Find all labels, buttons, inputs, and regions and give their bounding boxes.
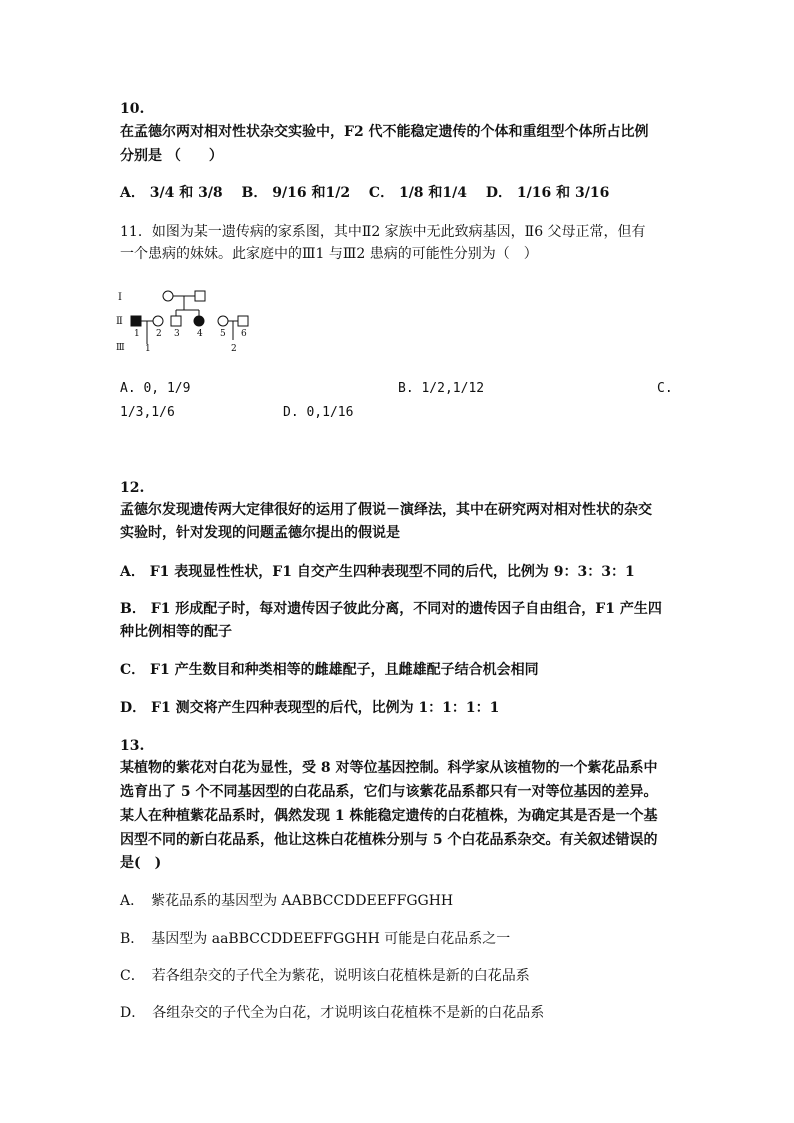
q13-stem-line-2: 选育出了 5 个不同基因型的白花品系，它们与该紫花品系都只有一对等位基因的差异。 [120, 784, 658, 800]
gen2-number-3: 3 [174, 329, 180, 339]
gen2-male-6 [238, 316, 248, 326]
q11-option-b: B. 1/2,1/12 [398, 381, 485, 396]
generation-label-2: Ⅱ [116, 316, 123, 327]
gen2-female-2 [153, 316, 163, 326]
q10-options: A． 3/4 和 3/8 B． 9/16 和1/2 C． 1/8 和1/4 D． 1/16 和 3/16 [120, 185, 610, 201]
q13-stem-line-3: 某人在种植紫花品系时，偶然发现 1 株能稳定遗传的白花植株，为确定其是否是一个基 [120, 808, 658, 824]
q11-option-a: A. 0, 1/9 [120, 381, 191, 396]
gen1-female [163, 291, 173, 301]
q13-option-d: D． 各组杂交的子代全为白花，才说明该白花植株不是新的白花品系 [120, 1005, 545, 1021]
gen3-number-2: 2 [231, 344, 237, 354]
generation-label-3: Ⅲ [116, 343, 125, 353]
gen3-number-1: 1 [145, 344, 151, 354]
q11-stem-line-2: 一个患病的妹妹。此家庭中的Ⅲ1 与Ⅲ2 患病的可能性分别为（ ） [120, 246, 538, 262]
gen1-male [195, 291, 205, 301]
q13-option-a: A． 紫花品系的基因型为 AABBCCDDEEFFGGHH [120, 893, 454, 909]
gen2-number-2: 2 [156, 329, 162, 339]
q12-option-c: C． F1 产生数目和种类相等的雌雄配子，且雌雄配子结合机会相同 [120, 662, 539, 678]
q11-option-d: D. 0,1/16 [283, 405, 354, 420]
q13-stem-line-1: 某植物的紫花对白花为显性，受 8 对等位基因控制。科学家从该植物的一个紫花品系中 [120, 760, 658, 776]
q13-option-c: C． 若各组杂交的子代全为紫花，说明该白花植株是新的白花品系 [120, 968, 530, 984]
q12-stem-line-2: 实验时，针对发现的问题孟德尔提出的假说是 [120, 525, 400, 541]
q13-stem-line-5: 是( ) [120, 855, 162, 871]
gen2-female-5 [218, 316, 228, 326]
q12-stem-line-1: 孟德尔发现遗传两大定律很好的运用了假说－演绎法，其中在研究两对相对性状的杂交 [120, 502, 652, 518]
pedigree-chart [112, 282, 272, 354]
q11-option-c-label: C. [657, 381, 673, 396]
q10-number: 10. [120, 101, 145, 117]
q10-stem-line-1: 在孟德尔两对相对性状杂交实验中，F2 代不能稳定遗传的个体和重组型个体所占比例 [120, 124, 649, 140]
gen2-male-3 [171, 316, 181, 326]
q12-option-d: D． F1 测交将产生四种表现型的后代，比例为 1：1：1：1 [120, 700, 500, 716]
gen2-affected-female-4 [194, 316, 204, 326]
q11-option-c-value: 1/3,1/6 [120, 405, 175, 420]
q10-stem-line-2: 分别是 （ ） [120, 148, 223, 164]
q13-option-b: B． 基因型为 aaBBCCDDEEFFGGHH 可能是白花品系之一 [120, 931, 511, 947]
gen2-number-4: 4 [197, 329, 203, 339]
q11-stem-line-1: 11．如图为某一遗传病的家系图，其中Ⅱ2 家族中无此致病基因，Ⅱ6 父母正常，但有 [120, 224, 646, 240]
q13-number: 13. [120, 738, 145, 754]
gen2-affected-male-1 [131, 316, 141, 326]
gen2-number-6: 6 [241, 329, 247, 339]
q12-option-b-line-1: B． F1 形成配子时，每对遗传因子彼此分离，不同对的遗传因子自由组合，F1 产生四 [120, 601, 662, 617]
generation-label-1: Ⅰ [118, 292, 122, 303]
q12-option-b-line-2: 种比例相等的配子 [120, 624, 232, 640]
gen2-number-1: 1 [134, 329, 140, 339]
gen2-number-5: 5 [220, 329, 226, 339]
q12-option-a: A． F1 表现显性性状，F1 自交产生四种表现型不同的后代，比例为 9：3：3：1 [120, 564, 635, 580]
q13-stem-line-4: 因型不同的新白花品系，他让这株白花植株分别与 5 个白花品系杂交。有关叙述错误的 [120, 832, 658, 848]
q12-number: 12. [120, 480, 145, 496]
